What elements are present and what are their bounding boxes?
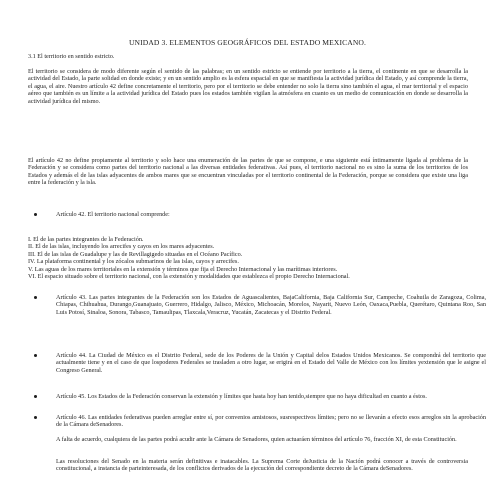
bullet-icon	[34, 416, 37, 419]
list-item: V. Las aguas de los mares territoriales en la extensión y términos que fija el Derecho Internacional y las marítimas interiores.	[28, 265, 338, 273]
paragraph-senate-resolutions: Las resoluciones del Senado en la materia serán definitivas e inatacables. La Suprema Corte deJusticia de la Nación podrá conocer a través de controversia constitucional, a instancia de parteinteresada, de los conflictos derivados de la ejecución del correspondiente decreto de la Cámara deSenadores.	[56, 458, 468, 473]
paragraph-territory-definition: El territorio se considera de modo diferente según el sentido de las palabras; en un sentido estricto se entiende por territorio a la tierra, el continente en que se desarrolla la actividad del Estado, la parte solidad en donde existe; y en un sentido amplio es la esfera espacial en que se manifiesta la actividad jurídica del Estado, y así comprende la tierra, el agua, el aire. Nuestro artículo 42 define concretamente el territorio, pero por el territorio se debe entender no solo la tierra sino también el agua, el mar territorial y el espacio aéreo que también es un límite a la actividad jurídica del Estado pues los estados también vigilan la atmósfera en cuanto es un medio de comunicación en donde se desarrolla la actividad jurídica del mismo.	[28, 68, 468, 105]
document-title: UNIDAD 3. ELEMENTOS GEOGRÁFICOS DEL ESTADO MEXICANO.	[128, 38, 367, 47]
bullet-article-42-text: Artículo 42. El territorio nacional comprende:	[56, 211, 170, 218]
list-item: II. El de las islas, incluyendo los arrecifes y cayos en los mares adyacentes.	[28, 243, 215, 251]
bullet-article-45-text: Artículo 45. Los Estados de la Federación conservan la extensión y límites que hasta hoy han tenido,siempre que no haya dificultad en cuanto a éstos.	[56, 393, 427, 400]
bullet-article-43	[34, 294, 486, 346]
bullet-icon	[34, 395, 37, 398]
territory-list	[28, 236, 468, 280]
bullet-icon	[34, 213, 37, 216]
bullet-icon	[34, 296, 37, 299]
list-item: VI. El espacio situado sobre el territorio nacional, con la extensión y modalidades que establezca el propio Derecho Internacional.	[28, 273, 350, 281]
list-item: IV. La plataforma continental y los zócalos submarinos de las islas, cayos y arrecifes.	[28, 258, 239, 266]
paragraph-article-42-explanation: El artículo 42 no define propiamente al territorio y solo hace una enumeración de las partes de que se compone, e una siguiente está íntimamente ligada al problema de la Federación y se considera como partes del territorio nacional a las diversas entidades federativas. Así pues, el territorio nacional no es sino la suma de los territorios de los Estados y además el de las islas adyacentes de ambos mares que se encuentran vinculadas por el territorio continental de la Federación, porque se considera que existe una liga entre la federación y la isla.	[28, 157, 468, 187]
bullet-article-46-text: Artículo 46. Las entidades federativas pueden arreglar entre sí, por convenios amistosos, susrespectivos límites; pero no se llevarán a efecto esos arreglos sin la aprobación de la Cámara deSenadores.	[56, 414, 486, 429]
bullet-article-42	[34, 211, 486, 219]
section-subtitle: 3.1 El territorio en sentido estricto.	[28, 53, 115, 60]
bullet-article-45	[34, 393, 486, 409]
paragraph-senate-recourse: A falta de acuerdo, cualquiera de las partes podrá acudir ante la Cámara de Senadores, quien actuaráen términos del artículo 76, fracción XI, de esta Constitución.	[56, 436, 457, 443]
bullet-article-46	[34, 414, 486, 430]
bullet-icon	[34, 354, 37, 357]
list-item: I. El de las partes integrantes de la Federación.	[28, 236, 144, 243]
bullet-article-43-text: Artículo 43. Las partes integrantes de la Federación son los Estados de Aguascalientes, BajaCalifornia, Baja California Sur, Campeche, Coahuila de Zaragoza, Colima, Chiapas, Chihuahua, Durango,Guanajuato, Guerrero, Hidalgo, Jalisco, México, Michoacán, Morelos, Nayarit, Nuevo León, Oaxaca,Puebla, Querétaro, Quintana Roo, San Luis Potosí, Sinaloa, Sonora, Tabasco, Tamaulipas, Tlaxcala,Veracruz, Yucatán, Zacatecas y el Distrito Federal.	[56, 294, 486, 316]
bullet-article-44	[34, 352, 486, 388]
list-item: III. El de las islas de Guadalupe y las de Revillagigedo situadas en el Océano Pacífico.	[28, 250, 243, 258]
bullet-article-44-text: Artículo 44. La Ciudad de México es el Distrito Federal, sede de los Poderes de la Unión y Capital delos Estados Unidos Mexicanos. Se compondrá del territorio que actualmente tiene y en el caso de que lospoderes Federales se trasladen a otro lugar, se erigirá en el Estado del Valle de México con los límites yextensión que le asigne el Congreso General.	[56, 352, 486, 374]
